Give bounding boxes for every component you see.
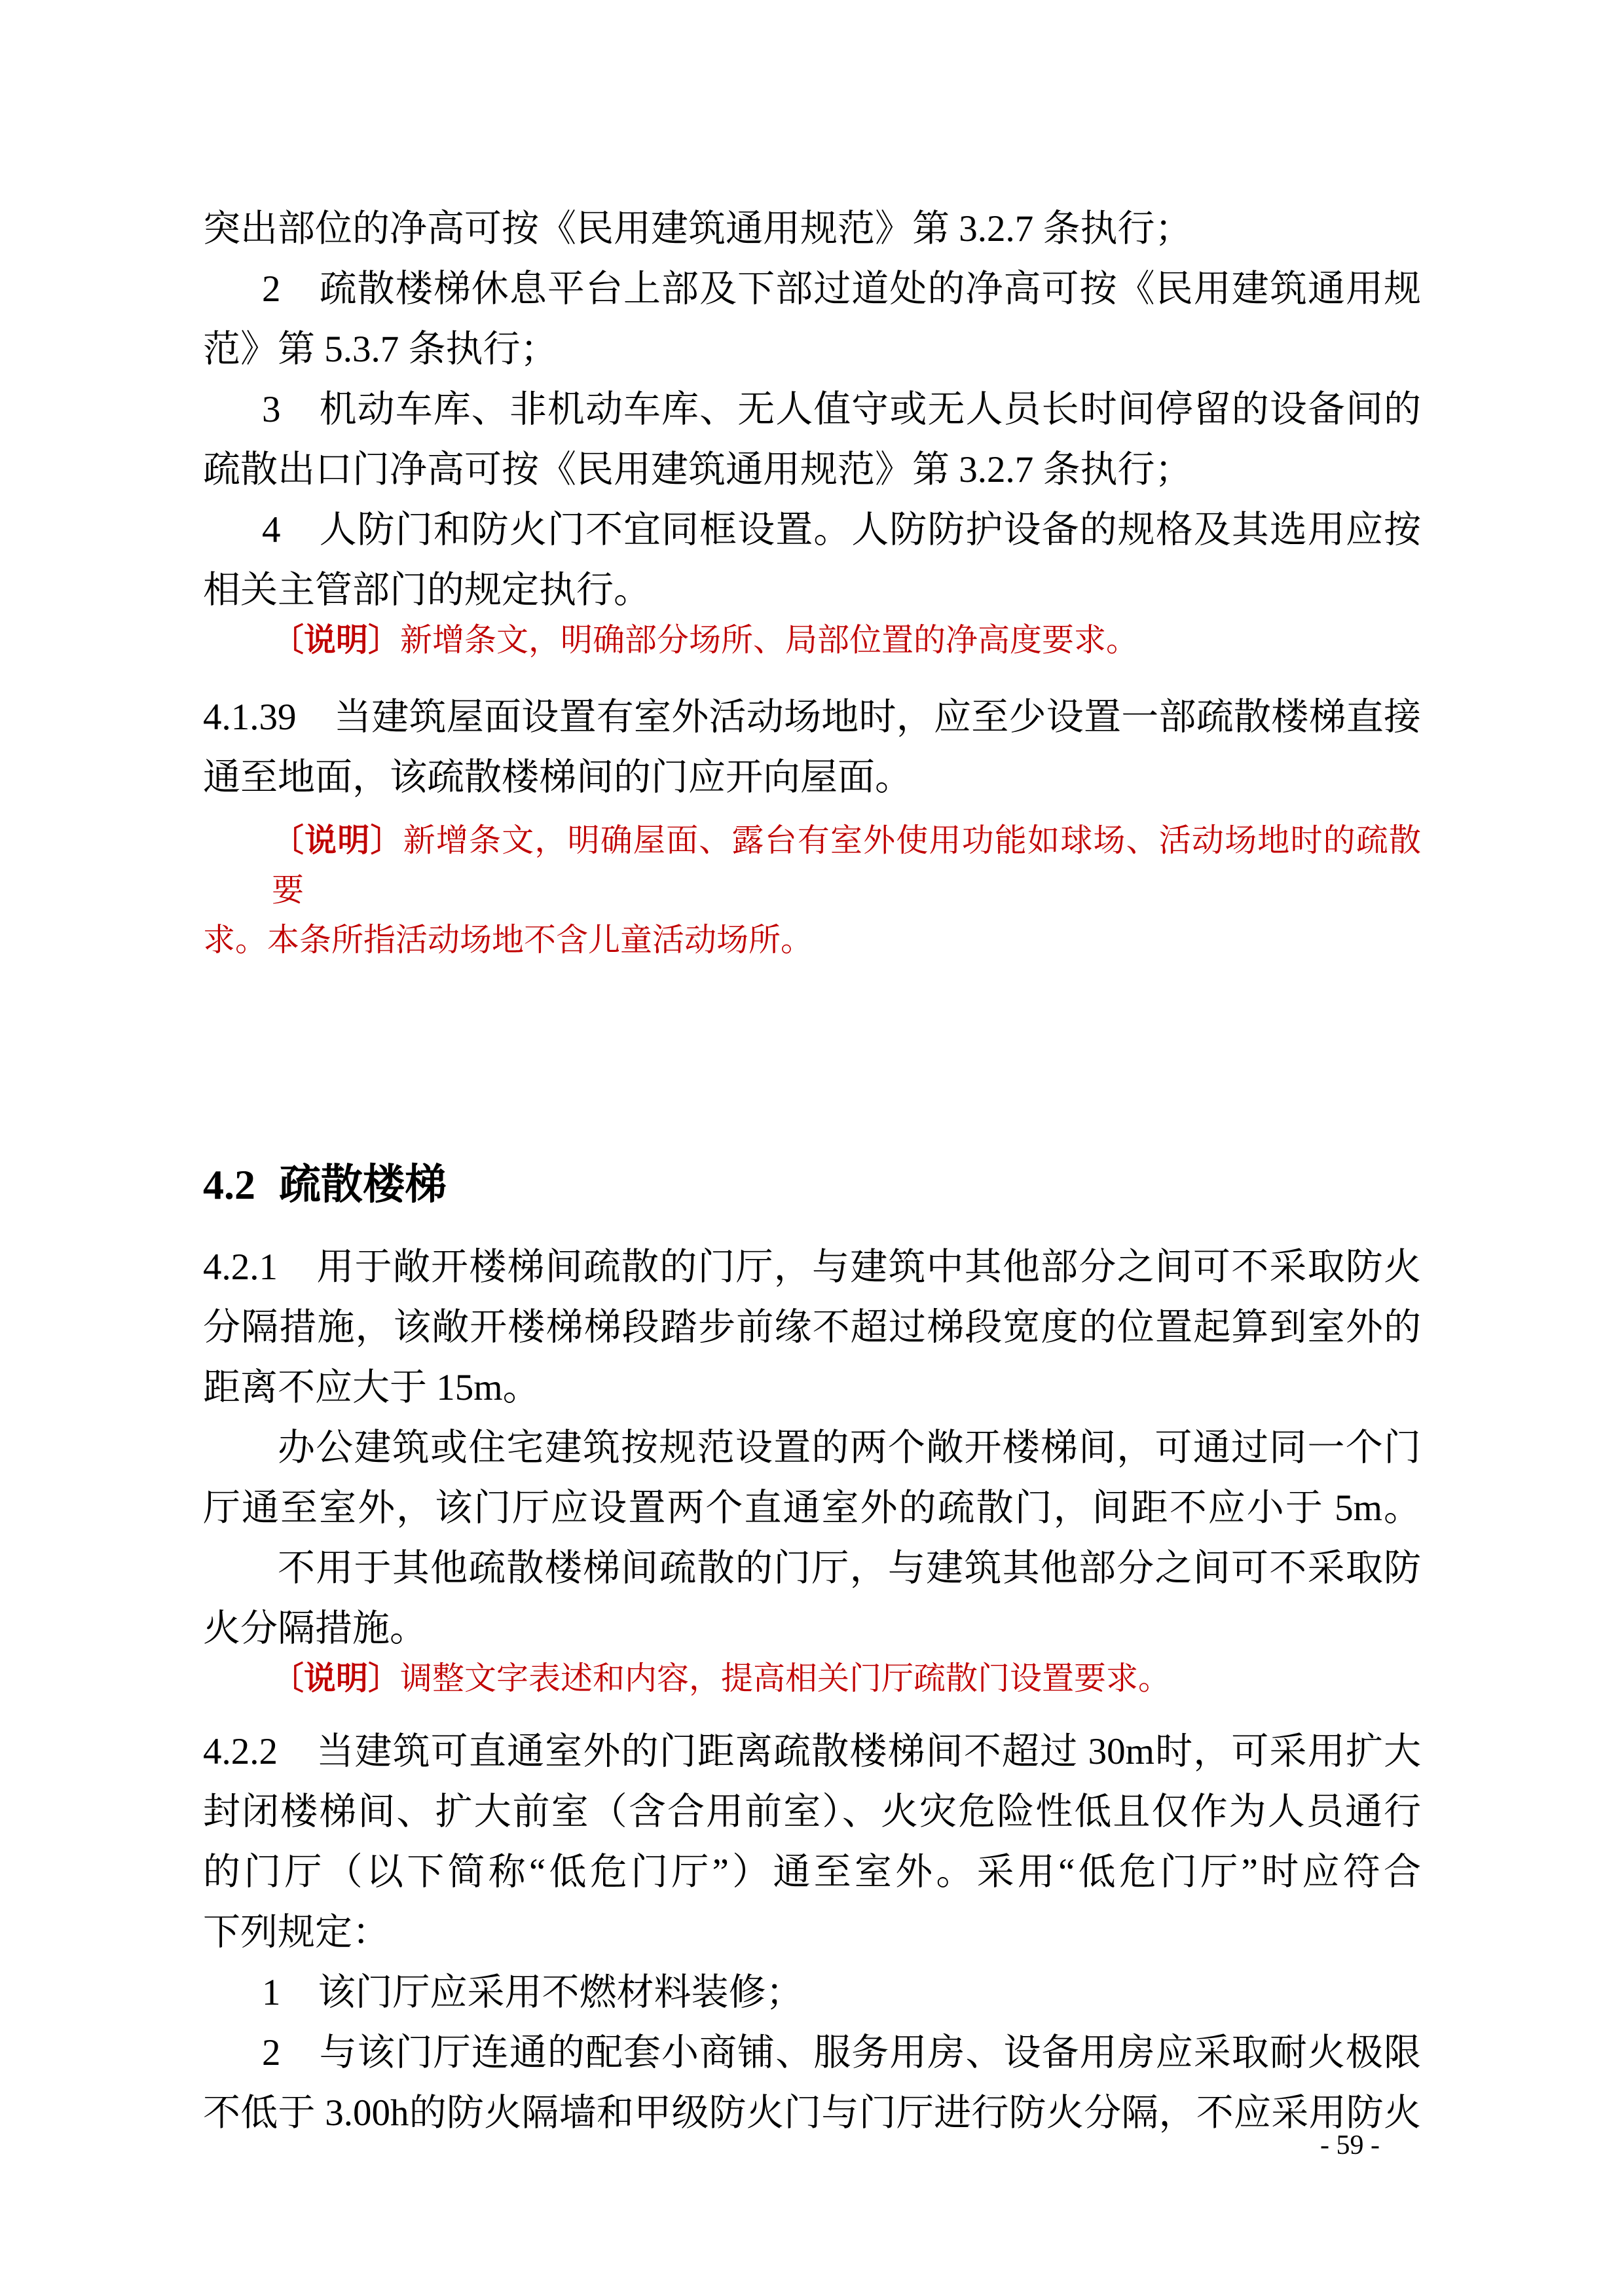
body-line: 下列规定： bbox=[203, 1912, 390, 1953]
heading-number: 4.2 bbox=[203, 1161, 255, 1208]
page-content bbox=[203, 0, 1421, 2143]
note-label: 〔说明〕 bbox=[272, 822, 403, 858]
note-text: 新增条文，明确部分场所、局部位置的净高度要求。 bbox=[400, 622, 1139, 658]
heading-title: 疏散楼梯 bbox=[279, 1161, 447, 1208]
paragraph-line: 办公建筑或住宅建筑按规范设置的两个敞开楼梯间，可通过同一个门 bbox=[278, 1427, 1421, 1468]
note-text: 调整文字表述和内容，提高相关门厅疏散门设置要求。 bbox=[400, 1660, 1171, 1696]
body-line: 火分隔措施。 bbox=[203, 1608, 427, 1649]
body-line: 厅通至室外，该门厅应设置两个直通室外的疏散门，间距不应小于 5m。 bbox=[203, 1487, 1421, 1529]
body-line: 分隔措施，该敞开楼梯梯段踏步前缘不超过梯段宽度的位置起算到室外的 bbox=[203, 1307, 1421, 1348]
note-line bbox=[203, 816, 1421, 915]
note-line bbox=[203, 615, 1421, 665]
body-line: 不低于 3.00h的防火隔墙和甲级防火门与门厅进行防火分隔，不应采用防火 bbox=[203, 2092, 1421, 2134]
note-line bbox=[203, 1654, 1421, 1704]
body-line: 疏散出口门净高可按《民用建筑通用规范》第 3.2.7 条执行； bbox=[203, 449, 1192, 490]
body-line: 范》第 5.3.7 条执行； bbox=[203, 329, 558, 370]
numbered-item-line: 1 该门厅应采用不燃材料装修； bbox=[262, 1972, 803, 2013]
note-line: 求。本条所指活动场地不含儿童活动场所。 bbox=[203, 922, 813, 958]
paragraph-line: 不用于其他疏散楼梯间疏散的门厅，与建筑其他部分之间可不采取防 bbox=[278, 1548, 1421, 1589]
note-label: 〔说明〕 bbox=[272, 1660, 401, 1696]
note-label: 〔说明〕 bbox=[272, 622, 401, 658]
body-line: 通至地面，该疏散楼梯间的门应开向屋面。 bbox=[203, 757, 912, 798]
note-text: 新增条文，明确屋面、露台有室外使用功能如球场、活动场地时的疏散要 bbox=[272, 822, 1421, 908]
section-heading-4-2 bbox=[203, 1152, 1421, 1218]
numbered-item-line: 3 机动车库、非机动车库、无人值守或无人员长时间停留的设备间的 bbox=[262, 389, 1421, 430]
clause-4-2-1-line: 4.2.1 用于敞开楼梯间疏散的门厅，与建筑中其他部分之间可不采取防火 bbox=[203, 1247, 1421, 1288]
numbered-item-line: 2 与该门厅连通的配套小商铺、服务用房、设备用房应采取耐火极限 bbox=[262, 2032, 1421, 2073]
page-number: - 59 - bbox=[1320, 2130, 1380, 2160]
body-line: 突出部位的净高可按《民用建筑通用规范》第 3.2.7 条执行； bbox=[203, 208, 1192, 249]
body-line: 的门厅（以下简称“低危门厅”）通至室外。采用“低危门厅”时应符合 bbox=[203, 1851, 1421, 1893]
numbered-item-line: 2 疏散楼梯休息平台上部及下部过道处的净高可按《民用建筑通用规 bbox=[262, 268, 1421, 310]
body-line: 相关主管部门的规定执行。 bbox=[203, 570, 651, 611]
clause-4-1-39-line: 4.1.39 当建筑屋面设置有室外活动场地时，应至少设置一部疏散楼梯直接 bbox=[203, 697, 1421, 738]
body-line: 封闭楼梯间、扩大前室（含合用前室）、火灾危险性低且仅作为人员通行 bbox=[203, 1791, 1421, 1832]
body-line: 距离不应大于 15m。 bbox=[203, 1367, 540, 1408]
clause-4-2-2-line: 4.2.2 当建筑可直通室外的门距离疏散楼梯间不超过 30m时，可采用扩大 bbox=[203, 1731, 1421, 1772]
numbered-item-line: 4 人防门和防火门不宜同框设置。人防防护设备的规格及其选用应按 bbox=[262, 509, 1421, 551]
